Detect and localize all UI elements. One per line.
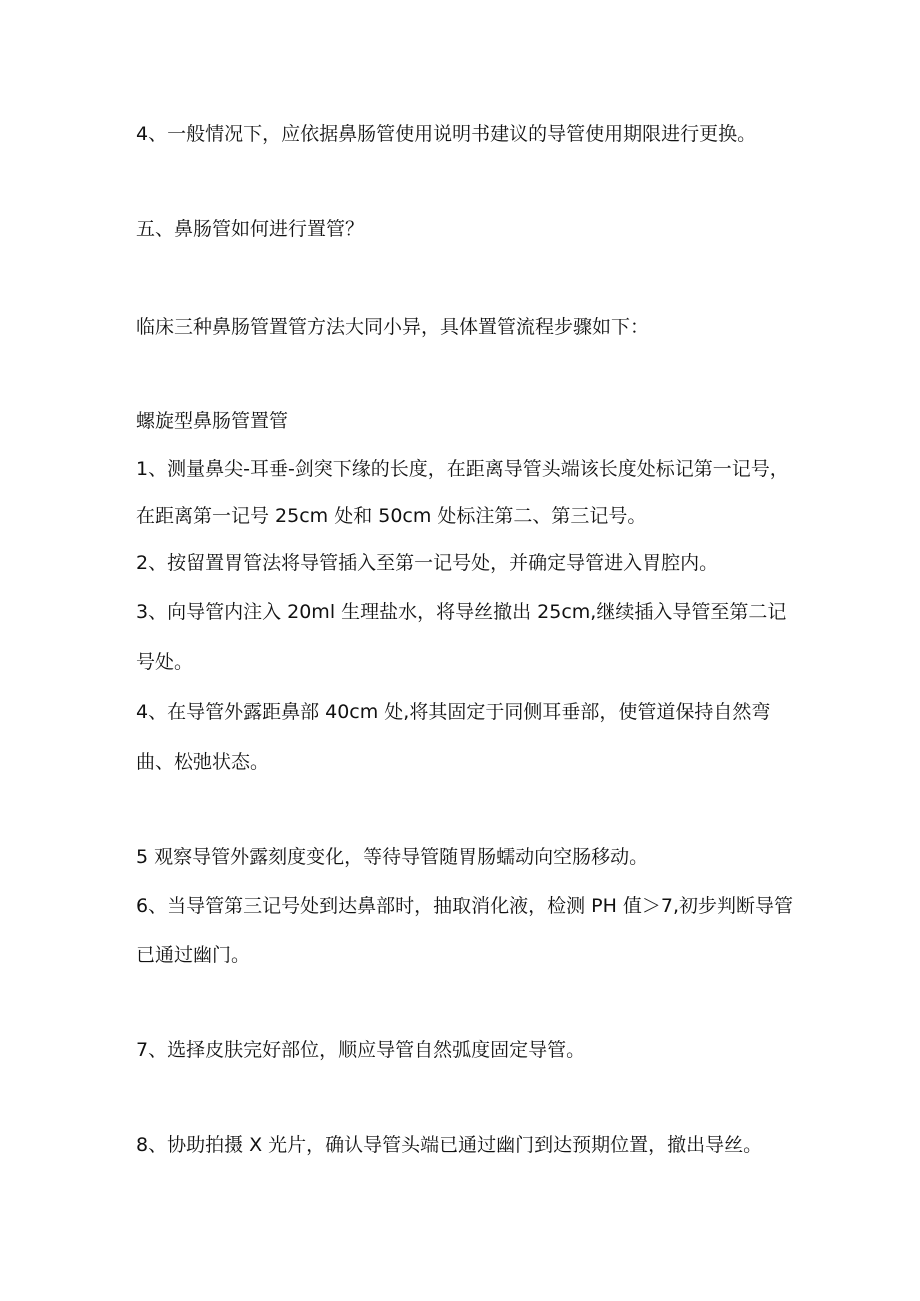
text-line: 号处。	[136, 651, 194, 673]
text-line: 4、在导管外露距鼻部 40cm 处,将其固定于同侧耳垂部，使管道保持自然弯	[136, 701, 771, 723]
text-line: 5 观察导管外露刻度变化，等待导管随胃肠蠕动向空肠移动。	[136, 846, 649, 868]
text-line: 8、协助拍摄 X 光片，确认导管头端已通过幽门到达预期位置，撤出导丝。	[136, 1134, 763, 1156]
text-line: 1、测量鼻尖-耳垂-剑突下缘的长度，在距离导管头端该长度处标记第一记号，	[136, 458, 789, 480]
text-line: 2、按留置胃管法将导管插入至第一记号处，并确定导管进入胃腔内。	[136, 552, 719, 574]
subsection-heading: 螺旋型鼻肠管置管	[136, 410, 289, 432]
text-line: 临床三种鼻肠管置管方法大同小异，具体置管流程步骤如下：	[136, 316, 650, 338]
text-line: 曲、松弛状态。	[136, 751, 270, 773]
text-line: 3、向导管内注入 20ml 生理盐水，将导丝撤出 25cm,继续插入导管至第二记	[136, 601, 787, 623]
text-line: 6、当导管第三记号处到达鼻部时，抽取消化液，检测 PH 值＞7,初步判断导管	[136, 895, 794, 917]
text-line: 4、一般情况下，应依据鼻肠管使用说明书建议的导管使用期限进行更换。	[136, 123, 757, 145]
text-line: 7、选择皮肤完好部位，顺应导管自然弧度固定导管。	[136, 1039, 586, 1061]
text-line: 在距离第一记号 25cm 处和 50cm 处标注第二、第三记号。	[136, 505, 647, 527]
section-heading: 五、鼻肠管如何进行置管？	[136, 218, 365, 240]
text-line: 已通过幽门。	[136, 944, 251, 966]
